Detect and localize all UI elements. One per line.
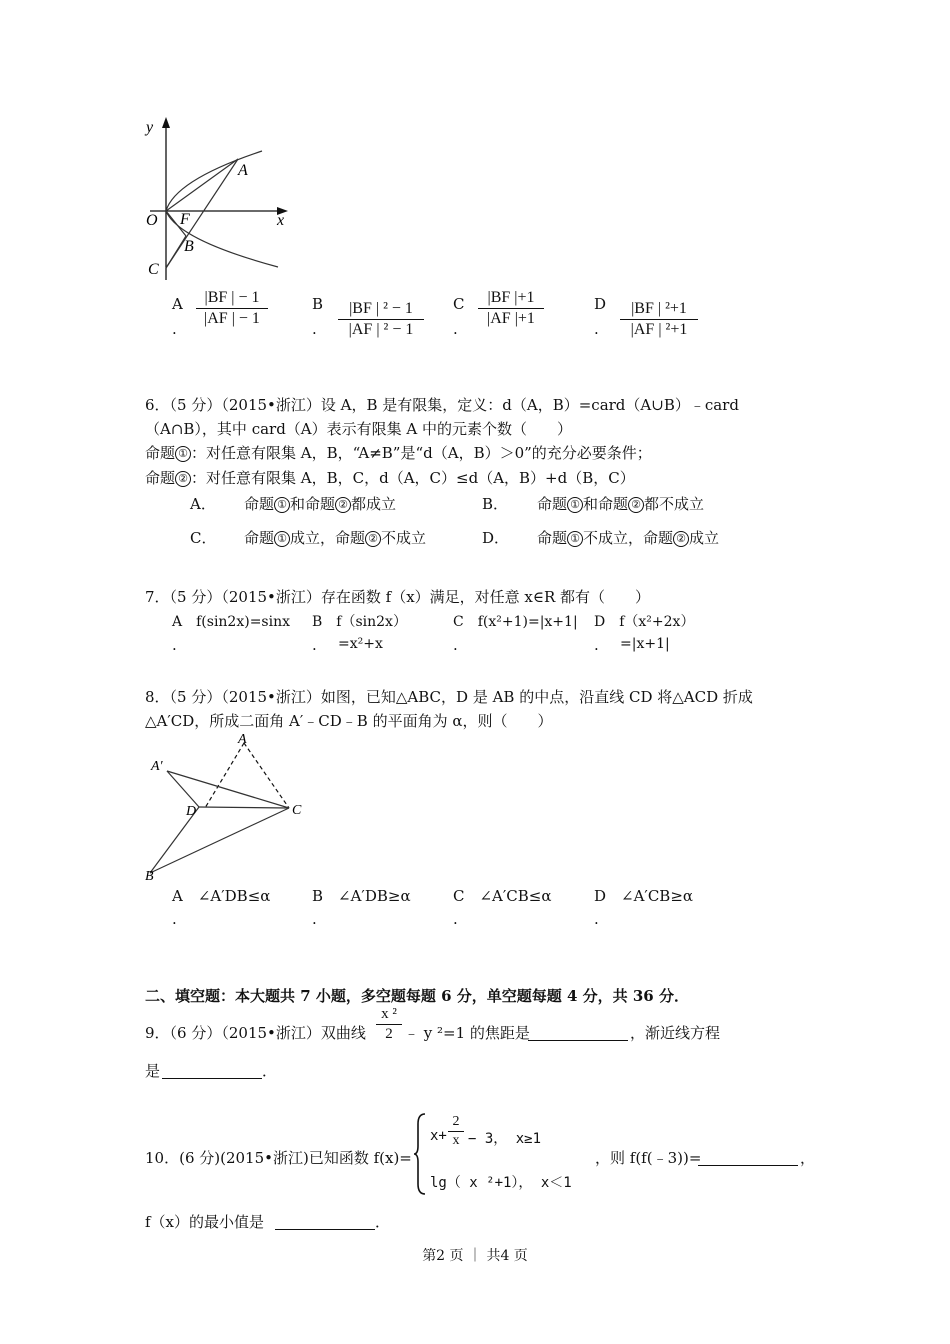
q9-prefix: 9．（6 分）（2015•浙江）双曲线 — [145, 1024, 366, 1042]
point-B-label: B — [145, 869, 154, 883]
q10-line2-end: ． — [375, 1213, 391, 1231]
q9-fraction: x ² 2 — [376, 1006, 402, 1043]
q10-prefix: 10．(6 分)(2015•浙江)已知函数 f(x)= — [145, 1149, 412, 1167]
parabola-figure — [140, 112, 300, 287]
point-A-prime-label: A′ — [151, 759, 163, 774]
point-D-label: D — [186, 804, 197, 819]
q9-line2-end: ． — [262, 1062, 278, 1080]
q10-case1-b: − 3， x≥1 — [468, 1131, 542, 1147]
option-dot: . — [453, 320, 458, 338]
option-letter: C — [453, 295, 465, 313]
q6-proposition-2: 命题 ② ：对任意有限集 A，B，C，d（A，C）≤d（A，B）+d（B，C） — [145, 469, 635, 487]
option-letter: D — [594, 295, 607, 313]
q9-line2-prefix: 是 — [145, 1062, 161, 1080]
q10-case1-a: x+ — [430, 1128, 447, 1144]
point-C-label: C — [148, 261, 159, 278]
x-axis-label: x — [277, 212, 285, 229]
q9-blank-1[interactable] — [528, 1022, 628, 1041]
q10-case1-fraction: 2 x — [448, 1114, 464, 1149]
q10-end: ， — [800, 1149, 816, 1167]
point-C-label: C — [292, 803, 302, 818]
q9-blank-2[interactable] — [162, 1060, 262, 1079]
q6-stem-line1: 6．（5 分）（2015•浙江）设 A，B 是有限集，定义：d（A，B）=card（A∪B）﹣card — [145, 396, 739, 414]
fraction: |BF |+1 |AF |+1 — [478, 289, 544, 328]
brace-icon — [413, 1112, 427, 1196]
q9-mid: ﹣ y ²=1 的焦距是 — [404, 1024, 530, 1042]
q8-stem-line2: △A′CD，所成二面角 A′﹣CD﹣B 的平面角为 α，则（ ） — [145, 712, 553, 730]
option-letter: B — [312, 295, 324, 313]
q9-after-blank: ，渐近线方程 — [630, 1024, 721, 1042]
q10-after: ，则 f(f(﹣3))= — [595, 1149, 702, 1167]
q8-stem-line1: 8．（5 分）（2015•浙江）如图，已知△ABC，D 是 AB 的中点，沿直线 CD 将△ACD 折成 — [145, 688, 753, 706]
q6-stem-line2: （A∩B），其中 card（A）表示有限集 A 中的元素个数（ ） — [145, 420, 573, 438]
page-footer: 第2 页 ｜ 共4 页 — [422, 1248, 528, 1264]
option-dot: . — [312, 320, 317, 338]
point-B-label: B — [184, 238, 194, 255]
fraction: |BF | − 1 |AF | − 1 — [196, 289, 268, 328]
y-axis-label: y — [146, 119, 154, 136]
point-A-label: A — [238, 162, 248, 179]
fraction: |BF | ² − 1 |AF | ² − 1 — [338, 300, 424, 339]
point-O-label: O — [146, 212, 158, 229]
section-heading: 二、填空题：本大题共 7 小题，多空题每题 6 分，单空题每题 4 分，共 36 分． — [145, 987, 689, 1005]
point-F-label: F — [180, 211, 190, 228]
fraction: |BF | ²+1 |AF | ²+1 — [620, 300, 698, 339]
option-letter: A — [172, 295, 183, 313]
point-A-label: A — [238, 732, 247, 747]
q10-blank-1[interactable] — [698, 1147, 798, 1166]
option-dot: . — [594, 320, 599, 338]
q10-blank-2[interactable] — [275, 1211, 375, 1230]
option-dot: . — [172, 320, 177, 338]
q10-case2: lg（ x ²+1）， x＜1 — [430, 1175, 572, 1191]
q7-stem: 7．（5 分）（2015•浙江）存在函数 f（x）满足，对任意 x∈R 都有（ ） — [145, 588, 651, 606]
q10-line2: f（x）的最小值是 — [145, 1213, 265, 1231]
q6-proposition-1: 命题 ① ：对任意有限集 A，B，“A≠B”是“d（A，B）＞0”的充分必要条件； — [145, 444, 652, 462]
folded-triangle-figure — [140, 728, 315, 883]
